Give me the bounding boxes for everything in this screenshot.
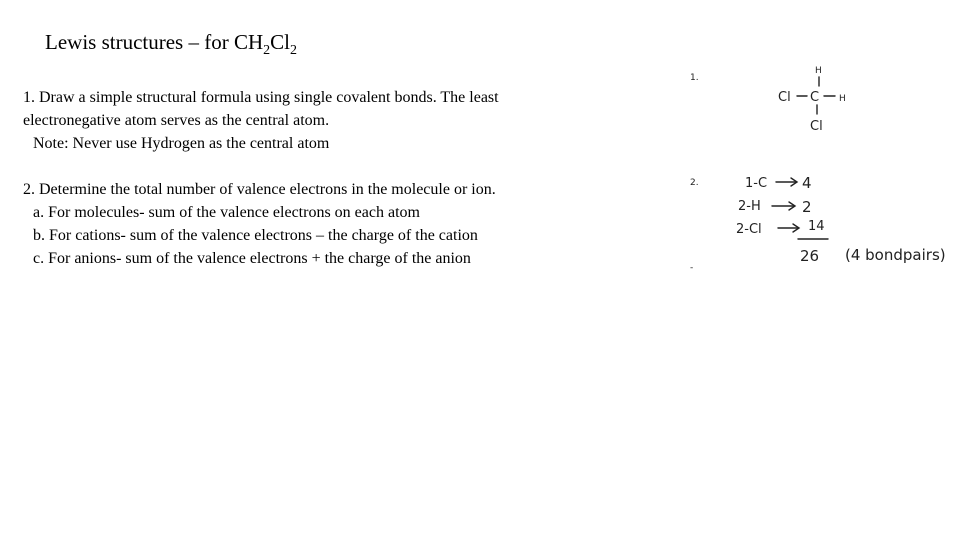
step-2-item-b: b. For cations- sum of the valence electrons – the charge of the cation bbox=[33, 227, 478, 244]
handwritten-notes bbox=[680, 55, 960, 285]
step-1 bbox=[23, 86, 643, 155]
hw-step1-number: 1. bbox=[690, 73, 699, 83]
hw-row-2-value: 2 bbox=[802, 198, 812, 216]
hw-row-2-label: 2-H bbox=[738, 199, 761, 214]
title-subscript-cl: 2 bbox=[289, 43, 297, 58]
hw-step2-number: 2. bbox=[690, 178, 699, 188]
hw-total: 26 bbox=[800, 247, 820, 265]
step-2-item-c: c. For anions- sum of the valence electrons + the charge of the anion bbox=[33, 250, 471, 267]
hw-row-1-value: 4 bbox=[802, 174, 812, 192]
hw-row-3-value: 14 bbox=[808, 219, 825, 234]
title-cl: Cl bbox=[270, 30, 290, 54]
instruction-steps bbox=[23, 86, 643, 270]
hw-row-3-label: 2-Cl bbox=[736, 222, 762, 237]
hw-step3-mark: - bbox=[690, 263, 694, 273]
title-text: Lewis structures – for CH bbox=[45, 30, 264, 54]
step-1-line-2: electronegative atom serves as the central atom. bbox=[23, 112, 330, 129]
step-1-note: Note: Never use Hydrogen as the central atom bbox=[33, 135, 330, 152]
hw-cl-left: Cl bbox=[778, 90, 791, 105]
step-2-item-a: a. For molecules- sum of the valence electrons on each atom bbox=[33, 204, 420, 221]
hw-cl-bottom: Cl bbox=[810, 119, 823, 134]
hw-c-center: C bbox=[810, 90, 820, 105]
title-subscript-h: 2 bbox=[263, 43, 271, 58]
hw-note: (4 bondpairs) bbox=[845, 246, 946, 264]
step-2 bbox=[23, 178, 643, 270]
page-title bbox=[45, 28, 297, 56]
hw-row-1-label: 1-C bbox=[745, 176, 768, 191]
hw-h-top: H bbox=[815, 66, 822, 76]
step-1-line-1: 1. Draw a simple structural formula using single covalent bonds. The least bbox=[23, 89, 499, 106]
hw-h-right: H bbox=[839, 94, 846, 104]
step-2-line-1: 2. Determine the total number of valence electrons in the molecule or ion. bbox=[23, 181, 496, 198]
